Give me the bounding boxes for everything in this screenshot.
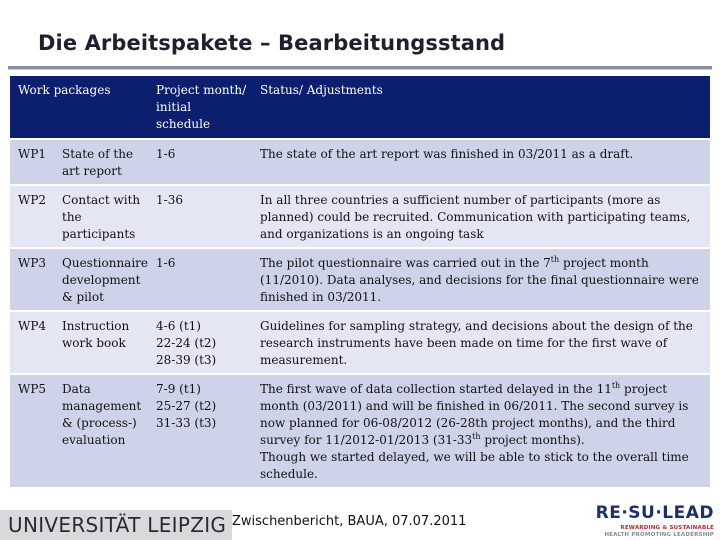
wp-months-cell <box>148 139 252 185</box>
wp-month-entry: 1-6 <box>156 147 176 161</box>
university-logo <box>0 510 232 540</box>
wp-id-cell: WP2 <box>18 193 47 207</box>
wp-months-cell <box>148 374 252 487</box>
wp-status-cell: The state of the art report was finished in 03/2011 as a draft. <box>260 147 634 161</box>
header-project-month: Project month/ initial schedule <box>148 76 252 139</box>
university-name: UNIVERSITÄT LEIPZIG <box>8 513 227 537</box>
wp-months-cell <box>148 248 252 311</box>
wp-id-cell: WP1 <box>18 147 47 161</box>
wp-name-cell: State of the art report <box>62 147 134 178</box>
table-row <box>10 139 710 185</box>
table-row <box>10 374 710 487</box>
table-row <box>10 248 710 311</box>
wp-month-entry: 1-36 <box>156 193 183 207</box>
wp-month-entry: 7-9 (t1) <box>156 382 201 396</box>
wp-id-cell: WP5 <box>18 382 47 396</box>
wp-name-cell: Instruction work book <box>62 319 130 350</box>
logo-tagline-1: REWARDING & SUSTAINABLE <box>620 525 714 531</box>
header-work-packages: Work packages <box>10 76 148 139</box>
resulead-logo <box>586 503 716 540</box>
wp-status-cell: The first wave of data collection started delayed in the 11th project month (03/2011) and will be finished in 06/2011. The second survey is now planned for 06-08/2012 (26-28th project months), and the third survey for 11/2012-01/2013 (31-33th project months). Though we started delayed, we will be able to stick to the overall time schedule. <box>260 381 689 481</box>
wp-id-cell: WP4 <box>18 319 47 333</box>
wp-name-cell: Contact with the participants <box>62 193 141 241</box>
wp-month-entry: 22-24 (t2) <box>156 336 217 350</box>
wp-month-entry: 1-6 <box>156 256 176 270</box>
wp-months-cell <box>148 185 252 248</box>
wp-month-entry: 31-33 (t3) <box>156 416 217 430</box>
wp-months-cell <box>148 311 252 374</box>
wp-status-cell: In all three countries a sufficient number of participants (more as planned) could be recruited. Communication with participating teams, and organizations is an ongoing task <box>260 193 691 241</box>
wp-name-cell: Data management & (process-) evaluation <box>62 382 142 447</box>
wp-month-entry: 4-6 (t1) <box>156 319 201 333</box>
wp-status-cell: The pilot questionnaire was carried out in the 7th project month (11/2010). Data analyses, and decisions for the final questionnaire were finished in 03/2011. <box>260 255 699 304</box>
work-packages-table <box>10 76 710 487</box>
table-row <box>10 185 710 248</box>
wp-status-cell: Guidelines for sampling strategy, and decisions about the design of the research instruments have been made on time for the first wave of measurement. <box>260 319 693 367</box>
table-header-row <box>10 76 710 139</box>
logo-brand: RE·SU·LEAD <box>595 503 714 523</box>
title-divider-shadow <box>8 69 712 70</box>
header-status: Status/ Adjustments <box>252 76 710 139</box>
logo-tagline-2: HEALTH PROMOTING LEADERSHIP <box>604 532 714 538</box>
table-row <box>10 311 710 374</box>
wp-name-cell: Questionnaire development & pilot <box>62 256 148 304</box>
footer-caption: Zwischenbericht, BAUA, 07.07.2011 <box>232 514 467 529</box>
slide-title: Die Arbeitspakete – Bearbeitungsstand <box>38 31 506 55</box>
wp-month-entry: 25-27 (t2) <box>156 399 217 413</box>
wp-month-entry: 28-39 (t3) <box>156 353 217 367</box>
wp-id-cell: WP3 <box>18 256 47 270</box>
